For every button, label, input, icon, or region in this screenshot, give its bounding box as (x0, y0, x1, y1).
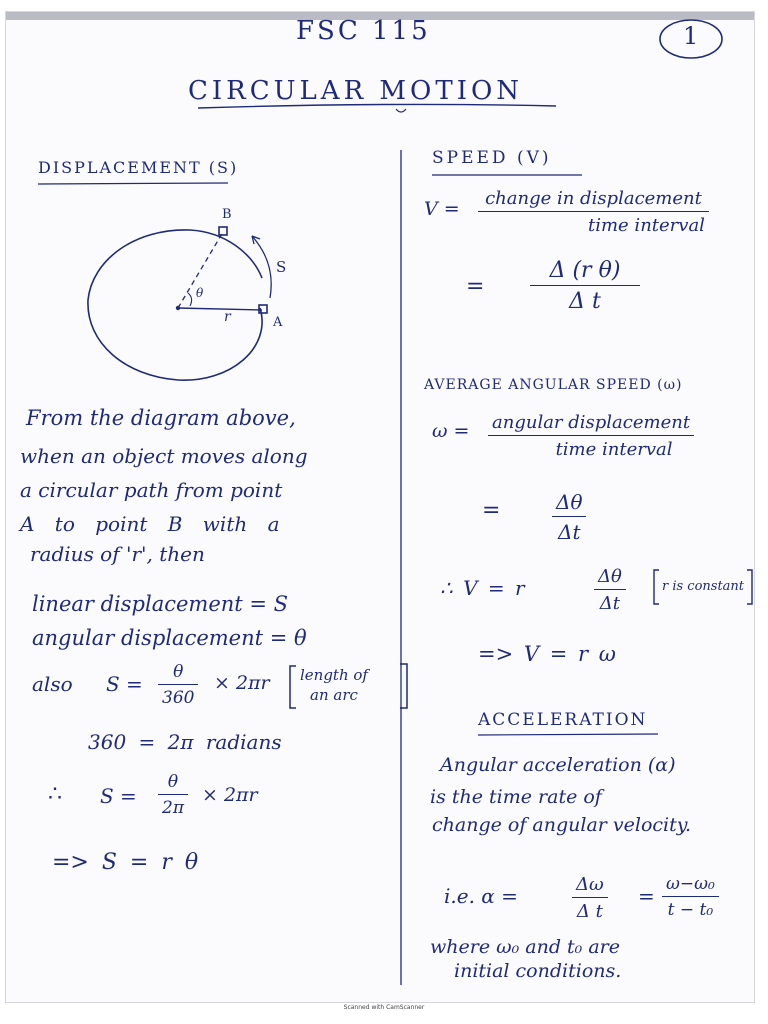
intro-line: A to point B with a (20, 512, 280, 536)
angular-speed-definition (488, 412, 694, 460)
bracket-left (288, 664, 298, 710)
speed-heading: SPEED (V) (432, 148, 552, 168)
delta-omega-over-delta-t (572, 874, 608, 922)
fraction-denominator: 2π (158, 794, 188, 818)
fraction-denominator: Δt (552, 516, 586, 544)
acceleration-underline (478, 732, 668, 738)
s-lhs: S = (100, 784, 137, 808)
label-b: B (222, 207, 232, 222)
title-underline (196, 100, 576, 120)
alpha-equals: = (638, 884, 655, 908)
w-lhs: ω = (432, 420, 470, 442)
fraction-denominator: time interval (488, 435, 694, 460)
where-line: where ω₀ and t₀ are (430, 936, 620, 958)
fraction-denominator: Δ t (530, 285, 640, 314)
v-lhs: V = (424, 198, 460, 220)
intro-line: when an object moves along (20, 444, 308, 468)
fraction-denominator: 360 (158, 684, 198, 708)
fraction-numerator: Δθ (556, 490, 583, 514)
also-label: also (32, 672, 73, 696)
constant-bracket-right (746, 568, 754, 606)
delta-r-theta-over-delta-t (530, 258, 640, 314)
label-r: r (224, 309, 231, 325)
scanner-footer: Scanned with CamScanner (343, 1004, 425, 1011)
fraction-denominator: Δ t (572, 897, 608, 922)
arc-note-line: length of (300, 666, 368, 684)
label-s: S (276, 258, 287, 276)
speed-underline (432, 172, 592, 178)
v-equals-r-omega: => V = r ω (478, 642, 616, 666)
bracket-right (398, 662, 410, 710)
heading-underline (38, 180, 238, 188)
fraction-numerator: Δ (r θ) (549, 258, 621, 283)
v2-equals: = (466, 274, 485, 299)
displacement-heading: DISPLACEMENT (S) (38, 158, 239, 177)
also-rhs: × 2πr (214, 672, 270, 694)
accel-line: Angular acceleration (α) (440, 754, 676, 776)
ie-alpha: i.e. α = (444, 884, 518, 908)
speed-definition (478, 188, 709, 236)
avg-angular-speed-heading: AVERAGE ANGULAR SPEED (ω) (424, 377, 683, 393)
w2-equals: = (482, 498, 501, 523)
accel-line: is the time rate of (430, 786, 602, 808)
label-theta: θ (196, 286, 204, 300)
arc-note-line: an arc (310, 686, 358, 704)
fraction-numerator: change in displacement (485, 188, 702, 209)
theta-over-360 (158, 662, 198, 708)
fraction-numerator: angular displacement (492, 412, 691, 433)
fraction-numerator: ω−ω₀ (666, 874, 715, 894)
page-title: CIRCULAR MOTION (188, 76, 524, 106)
therefore-symbol: ∴ (48, 782, 62, 807)
page-number: 1 (683, 22, 699, 50)
omega-difference-over-time (662, 874, 719, 920)
r-constant-note: r is constant (662, 579, 745, 594)
fraction-numerator: θ (173, 662, 184, 682)
linear-displacement: linear displacement = S (32, 592, 289, 616)
angular-displacement: angular displacement = θ (32, 626, 307, 650)
column-divider (400, 150, 402, 985)
s-rhs: × 2πr (202, 784, 258, 806)
intro-line: radius of 'r', then (30, 542, 205, 566)
also-lhs: S = (106, 672, 143, 696)
theta-over-2pi (158, 772, 188, 818)
where-line: initial conditions. (454, 960, 622, 982)
fraction-numerator: Δθ (598, 566, 622, 587)
fraction-denominator: Δt (594, 589, 626, 614)
constant-bracket-left (652, 568, 660, 606)
radians-equation: 360 = 2π radians (88, 730, 282, 754)
v-delta-theta-over-delta-t (594, 566, 626, 614)
fraction-denominator: time interval (478, 211, 709, 236)
accel-line: change of angular velocity. (432, 814, 691, 836)
s-equals-r-theta: => S = r θ (52, 850, 199, 875)
fraction-numerator: θ (167, 772, 179, 792)
delta-theta-over-delta-t (552, 490, 586, 544)
fraction-numerator: Δω (576, 874, 604, 895)
fraction-denominator: t − t₀ (662, 896, 719, 920)
intro-line: a circular path from point (20, 478, 283, 502)
acceleration-heading: ACCELERATION (478, 710, 648, 730)
intro-line: From the diagram above, (26, 406, 296, 430)
course-code: FSC 115 (296, 16, 431, 46)
label-a: A (273, 315, 283, 330)
therefore-v: ∴ V = r (440, 576, 525, 600)
circle-diagram (80, 208, 300, 388)
